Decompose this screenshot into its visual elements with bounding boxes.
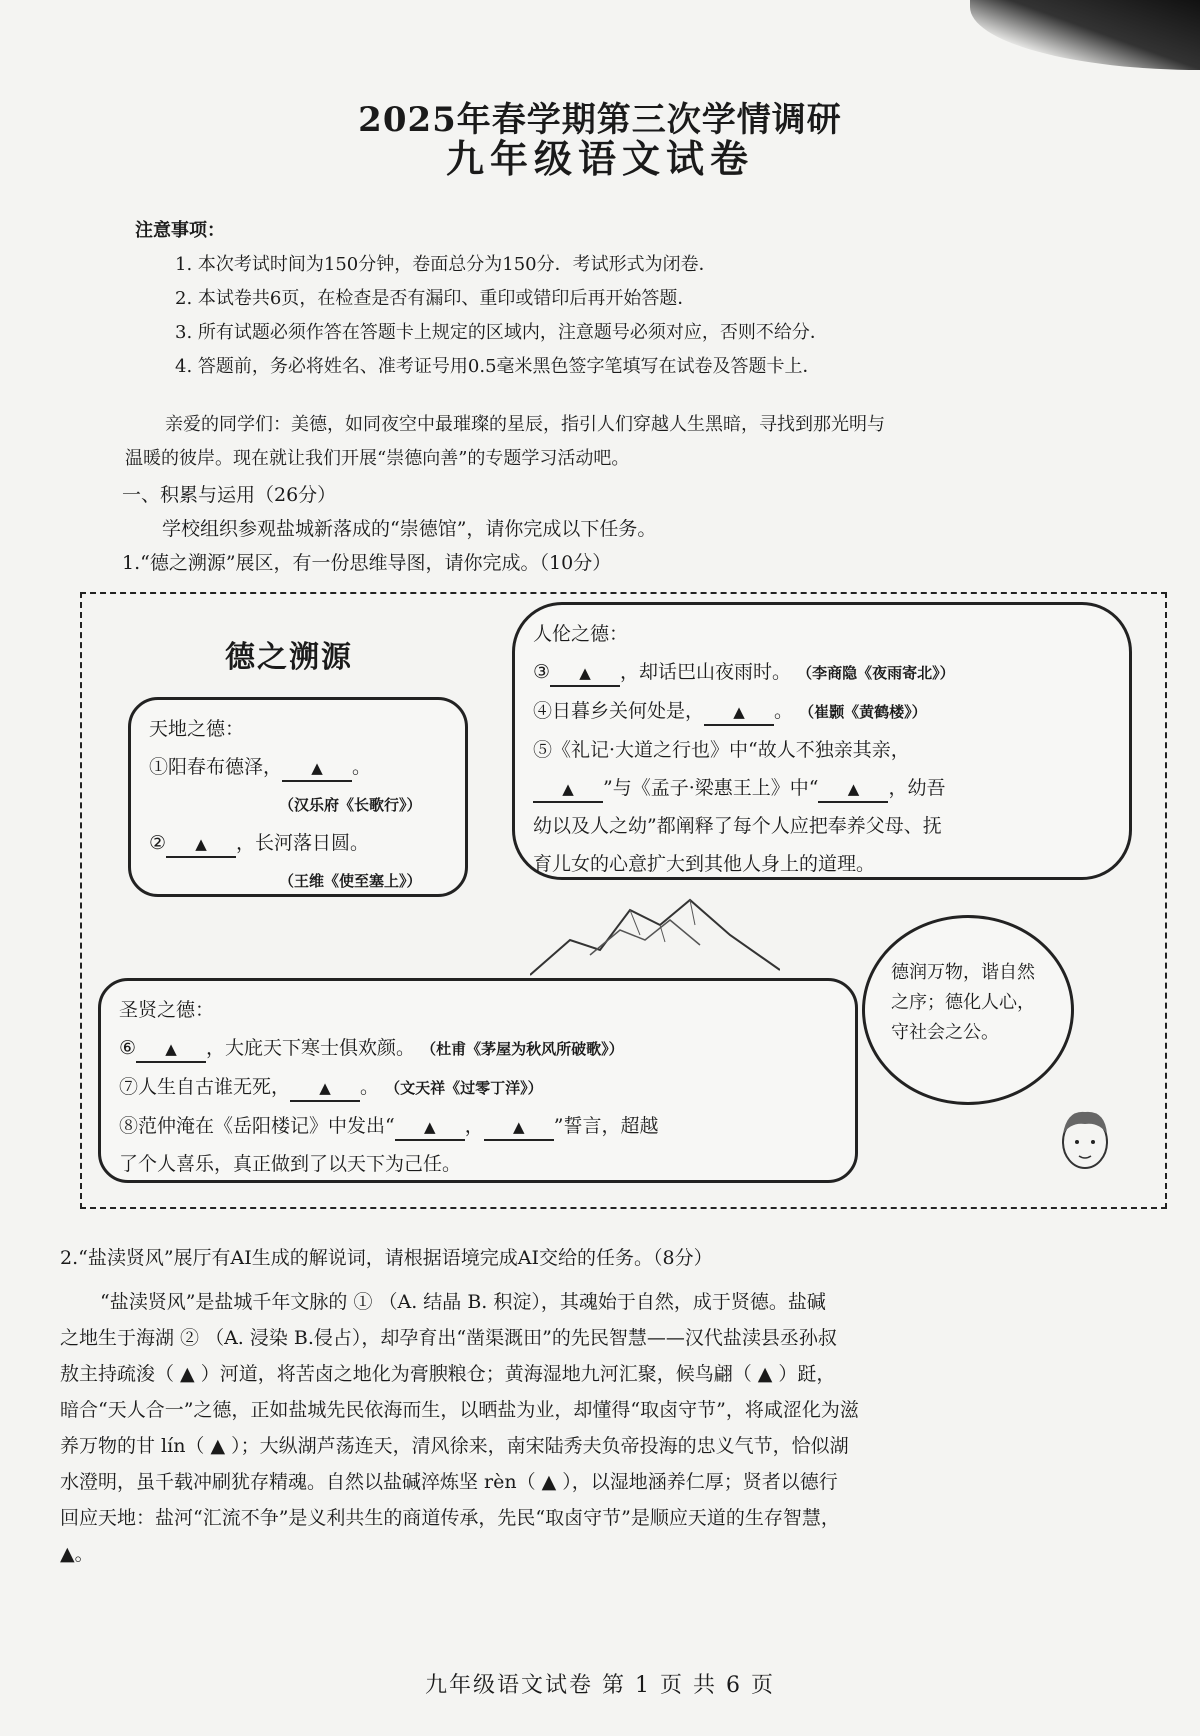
blank-line bbox=[533, 692, 1111, 731]
notes-item: 1. 本次考试时间为150分钟，卷面总分为150分．考试形式为闭卷． bbox=[175, 254, 717, 275]
triangle-icon: ▲ bbox=[847, 780, 860, 798]
page-corner-shadow bbox=[970, 0, 1200, 70]
source-note: （李商隐《夜雨寄北》） bbox=[797, 664, 955, 682]
intro-line: 亲爱的同学们：美德，如同夜空中最璀璨的星辰，指引人们穿越人生黑暗，寻找到那光明与 bbox=[165, 414, 885, 435]
question2-line: 暗合“天人合一”之德，正如盐城先民依海而生，以晒盐为业，却懂得“取卤守节”，将咸涩化为滋 bbox=[60, 1399, 859, 1421]
line-text: 。 bbox=[352, 756, 372, 778]
side-speech-bubble bbox=[862, 915, 1074, 1105]
source-note: （文天祥《过零丁洋》） bbox=[385, 1079, 543, 1097]
section1-heading: 一、积累与运用（26分） bbox=[122, 484, 337, 506]
question1-prompt: 1.“德之溯源”展区，有一份思维导图，请你完成。（10分） bbox=[122, 552, 612, 574]
line-text: ，却话巴山夜雨时。 bbox=[620, 661, 792, 683]
line-text: ⑤《礼记·大道之行也》中“故人不独亲其亲， bbox=[533, 739, 910, 761]
line-text: ，幼吾 bbox=[888, 777, 946, 799]
blank-line bbox=[119, 1029, 837, 1068]
answer-blank[interactable] bbox=[290, 1075, 360, 1102]
intro-line: 温暖的彼岸。现在就让我们开展“崇德向善”的专题学习活动吧。 bbox=[125, 448, 630, 469]
line-text: ①阳春布德泽， bbox=[149, 756, 283, 778]
line-text: ③ bbox=[533, 661, 551, 683]
triangle-icon: ▲ bbox=[733, 703, 745, 721]
intro-paragraph bbox=[125, 408, 1115, 476]
blank-line bbox=[149, 748, 447, 786]
source-note: （王维《使至塞上》） bbox=[279, 872, 422, 890]
bubble-tiandi bbox=[128, 697, 468, 897]
line-text: ④日暮乡关何处是， bbox=[533, 700, 705, 722]
triangle-icon: ▲ bbox=[579, 664, 591, 682]
bubble-heading: 圣贤之德： bbox=[119, 999, 215, 1021]
question2-line: 回应天地：盐河“汇流不争”是义利共生的商道传承，先民“取卤守节”是顺应天道的生存智慧， bbox=[60, 1507, 840, 1529]
triangle-icon: ▲ bbox=[319, 1079, 331, 1097]
line-text: ，长河落日圆。 bbox=[236, 832, 370, 854]
answer-blank[interactable] bbox=[282, 755, 352, 782]
line-text: 育儿女的心意扩大到其他人身上的道理。 bbox=[533, 853, 876, 875]
question2-line: 敖主持疏浚（ ▲ ）河道，将苦卤之地化为膏腴粮仓；黄海湿地九河汇聚，候鸟翩（ ▲ ）跹， bbox=[60, 1363, 836, 1385]
line-text: ， bbox=[464, 1115, 484, 1137]
question2-line: ▲。 bbox=[60, 1543, 94, 1565]
answer-blank[interactable] bbox=[484, 1114, 554, 1141]
answer-blank[interactable] bbox=[704, 699, 774, 726]
notes-item: 4. 答题前，务必将姓名、准考证号用0.5毫米黑色签字笔填写在试卷及答题卡上． bbox=[175, 356, 821, 377]
line-text: ”与《孟子·梁惠王上》中“ bbox=[603, 777, 819, 799]
answer-blank[interactable] bbox=[550, 660, 620, 687]
triangle-icon: ▲ bbox=[512, 1118, 525, 1136]
answer-blank[interactable] bbox=[818, 776, 888, 803]
page-footer: 九年级语文试卷 第 1 页 共 6 页 bbox=[425, 1673, 775, 1698]
notes-heading: 注意事项： bbox=[135, 220, 225, 241]
source-note: （崔颢《黄鹤楼》） bbox=[799, 703, 927, 721]
question2-line: 之地生于海湖 ② （A. 浸染 B.侵占），却孕育出“凿渠溉田”的先民智慧——汉代盐渎县丞孙叔 bbox=[60, 1327, 837, 1349]
line-text: ⑦人生自古谁无死， bbox=[119, 1076, 291, 1098]
line-text: ⑧范仲淹在《岳阳楼记》中发出“ bbox=[119, 1115, 395, 1137]
blank-line bbox=[119, 1107, 837, 1145]
blank-line bbox=[119, 1068, 837, 1107]
line-text: ”誓言，超越 bbox=[553, 1115, 659, 1137]
line-text: 。 bbox=[360, 1076, 380, 1098]
question2-line: 水澄明，虽千载冲刷犹存精魂。自然以盐碱淬炼坚 rèn（ ▲ ），以湿地涵养仁厚；贤者以德行 bbox=[60, 1471, 838, 1493]
side-bubble-text: 德润万物，谐自然之序；德化人心，守社会之公。 bbox=[891, 962, 1035, 1043]
bubble-heading: 人伦之德： bbox=[533, 623, 629, 645]
mindmap-title: 德之溯源 bbox=[225, 640, 353, 675]
source-note: （杜甫《茅屋为秋风所破歌》） bbox=[421, 1040, 624, 1058]
blank-line bbox=[533, 769, 1111, 807]
blank-line bbox=[533, 653, 1111, 692]
triangle-icon: ▲ bbox=[423, 1118, 436, 1136]
section1-lead: 学校组织参观盐城新落成的“崇德馆”，请你完成以下任务。 bbox=[162, 518, 657, 540]
cartoon-face-icon bbox=[1055, 1100, 1115, 1180]
notes-block bbox=[135, 214, 828, 384]
answer-blank[interactable] bbox=[136, 1036, 206, 1063]
blank-line bbox=[149, 824, 447, 862]
triangle-icon: ▲ bbox=[165, 1040, 177, 1058]
notes-item: 3. 所有试题必须作答在答题卡上规定的区域内，注意题号必须对应，否则不给分． bbox=[175, 322, 828, 343]
line-text: ⑥ bbox=[119, 1037, 137, 1059]
answer-blank[interactable] bbox=[395, 1114, 465, 1141]
triangle-icon: ▲ bbox=[195, 835, 207, 853]
question2 bbox=[60, 1240, 1170, 1572]
section1 bbox=[122, 478, 656, 580]
notes-item: 2. 本试卷共6页，在检查是否有漏印、重印或错印后再开始答题． bbox=[175, 288, 696, 309]
line-text: ，大庇天下寒士俱欢颜。 bbox=[206, 1037, 416, 1059]
bubble-heading: 天地之德： bbox=[149, 718, 245, 740]
triangle-icon: ▲ bbox=[311, 759, 323, 777]
triangle-icon: ▲ bbox=[562, 780, 574, 798]
question2-heading: 2.“盐渎贤风”展厅有AI生成的解说词，请根据语境完成AI交给的任务。（8分） bbox=[60, 1247, 713, 1269]
line-text: ② bbox=[149, 832, 167, 854]
question2-line: 养万物的甘 lín（ ▲ ）；大纵湖芦荡连天，清风徐来，南宋陆秀夫负帝投海的忠义气节，恰似湖 bbox=[60, 1435, 849, 1457]
question2-line: “盐渎贤风”是盐城千年文脉的 ① （A. 结晶 B. 积淀），其魂始于自然，成于贤德。盐碱 bbox=[100, 1291, 826, 1313]
line-text: 幼以及人之幼”都阐释了每个人应把奉养父母、抚 bbox=[533, 815, 942, 837]
exam-title-line2: 九年级语文试卷 bbox=[445, 136, 754, 181]
bubble-shengxian bbox=[98, 978, 858, 1183]
line-text: 了个人喜乐，真正做到了以天下为己任。 bbox=[119, 1153, 462, 1175]
exam-title-line1: 2025年春学期第三次学情调研 bbox=[358, 100, 842, 140]
bubble-renlun bbox=[512, 602, 1132, 880]
mountain-illustration bbox=[530, 880, 780, 980]
answer-blank[interactable] bbox=[533, 776, 603, 803]
answer-blank[interactable] bbox=[166, 831, 236, 858]
line-text: 。 bbox=[774, 700, 794, 722]
source-note: （汉乐府《长歌行》） bbox=[279, 796, 422, 814]
